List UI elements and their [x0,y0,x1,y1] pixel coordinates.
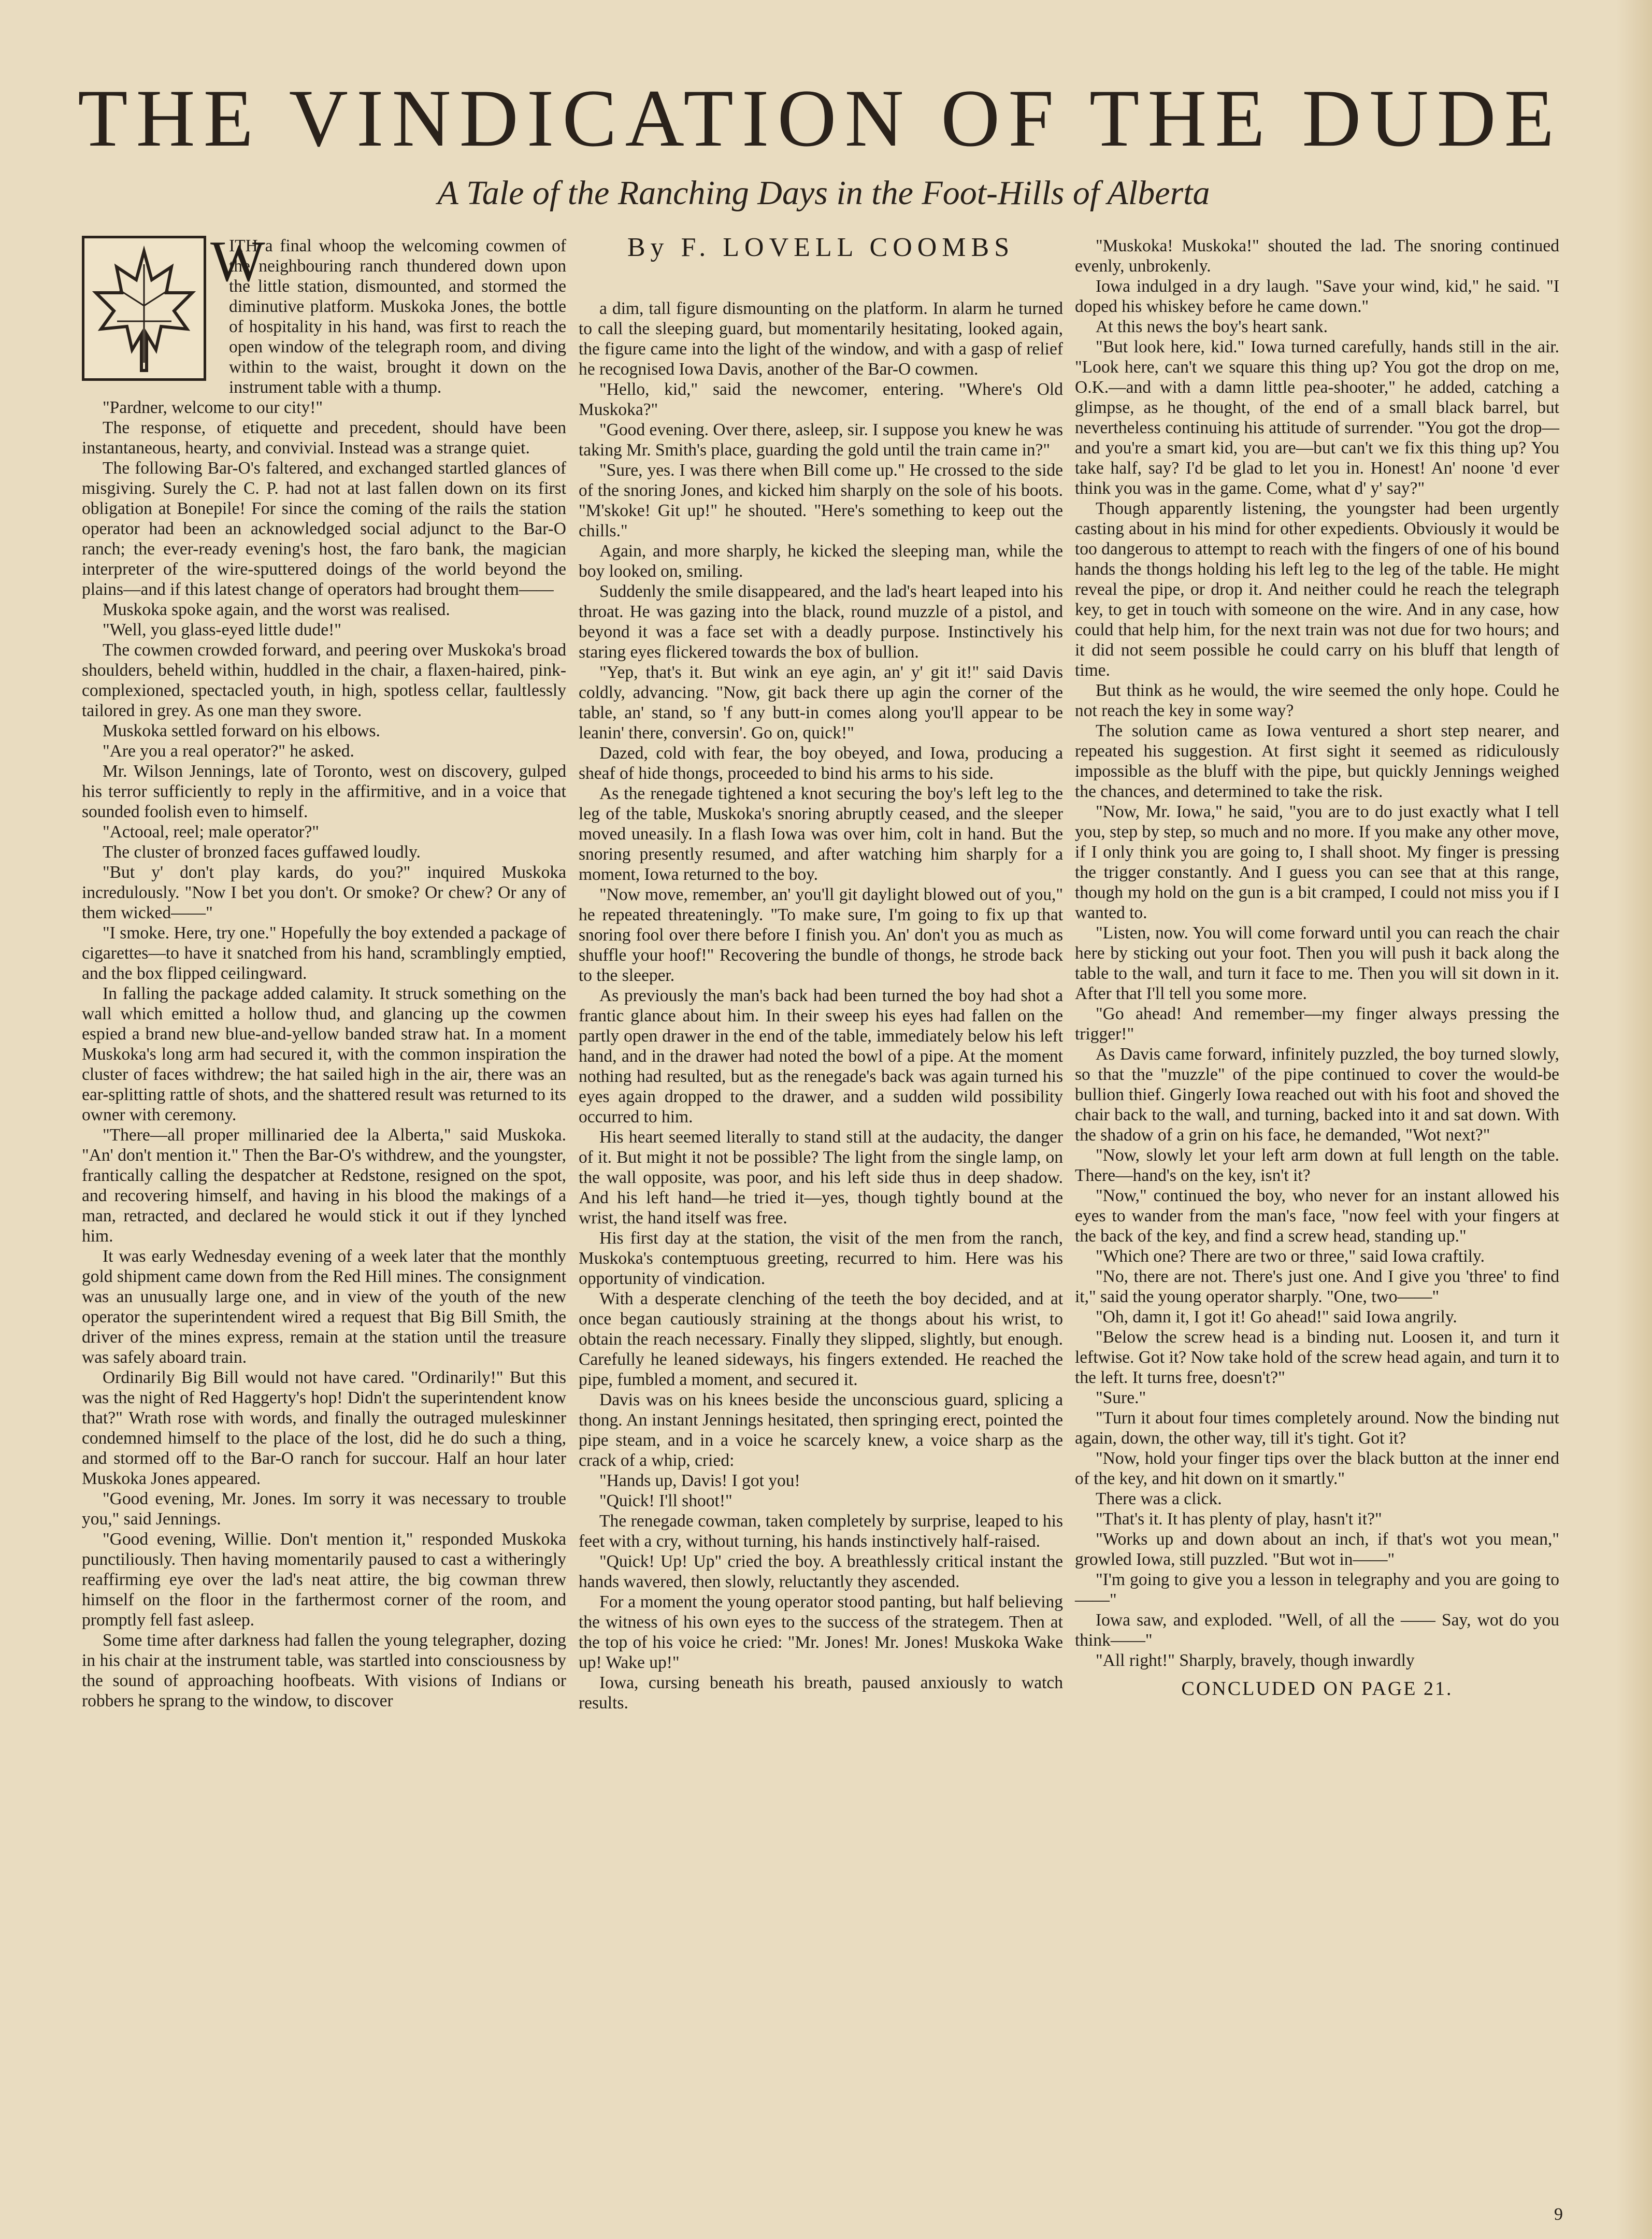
paragraph: In falling the package added calamity. It struck something on the wall which emitted a hollow thud, and glancing up the cowmen espied a brand new blue-and-yellow banded straw hat. In a moment Muskoka's long arm had secured it, with the common inspiration the cluster of faces withdrew; the hat sailed high in the air, there was an ear-splitting rattle of shots, and the shattered result was returned to its owner with ceremony. [82,984,566,1124]
paragraph: But think as he would, the wire seemed the only hope. Could he not reach the key in some way? [1075,681,1559,720]
paragraph: "I'm going to give you a lesson in telegraphy and you are going to——" [1075,1570,1559,1609]
paragraph: Muskoka settled forward on his elbows. [103,721,380,740]
paragraph: Davis was on his knees beside the unconscious guard, splicing a thong. An instant Jennings hesitated, then springing erect, pointed the pipe steam, and in a voice he scarcely knew, a voice sharp as the crack of a whip, cried: [579,1390,1063,1470]
paragraph: The renegade cowman, taken completely by surprise, leaped to his feet with a cry, without turning, his hands instinctively half-raised. [579,1511,1063,1551]
paragraph: Iowa saw, and exploded. "Well, of all the —— Say, wot do you think——" [1075,1610,1559,1650]
paragraph: It was early Wednesday evening of a week later that the monthly gold shipment came down from the Red Hill mines. The consignment was an unusually large one, and in view of the youth of the new operator the superintendent wired a request that Big Bill Smith, the driver of the mines express, remain at the station until the treasure was safely aboard train. [82,1247,566,1367]
byline: By F. LOVELL COOMBS [627,233,1015,262]
paragraph: "But look here, kid." Iowa turned carefully, hands still in the air. "Look here, can't we square this thing up? You got the drop on me, O.K.—and with a damn little pea-shooter," he added, catching a glimpse, as he thought, of the end of a small black barrel, but nevertheless continuing his attitude of surrender. "You got the drop—and you're a smart kid, you are—but can't we fix this thing up? You take half, say? I'd be glad to let you in. Honest! An' noone 'd ever think you was in the game. Come, what d' y' say?" [1075,337,1559,498]
page-edge [1616,0,1652,2239]
paragraph: "Now, slowly let your left arm down at full length on the table. There—hand's on the key, isn't it? [1075,1146,1559,1185]
paragraph: "Are you a real operator?" he asked. [103,741,354,761]
paragraph: "Well, you glass-eyed little dude!" [103,620,341,639]
paragraph: For a moment the young operator stood panting, but half believing the witness of his own eyes to the success of the strategem. Then at the top of his voice he cried: "Mr. Jones! Mr. Jones! Muskoka Wake up! Wake up!" [579,1592,1063,1672]
maple-leaf-ornament [82,236,206,381]
column-1-body [82,397,566,1711]
paragraph: His first day at the station, the visit of the men from the ranch, Muskoka's contemptuous greeting, recurred to him. Here was his opportunity of vindication. [579,1229,1063,1288]
paragraph: ITH a final whoop the welcoming cowmen of the neighbouring ranch thundered down upon the little station, dismounted, and stormed the diminutive platform. Muskoka Jones, the bottle of hospitality in his hand, was first to reach the open window of the telegraph room, and diving within to the waist, brought it down on the instrument table with a thump. [229,236,566,397]
column-3-body [1075,236,1559,1671]
paragraph: "Oh, damn it, I got it! Go ahead!" said Iowa angrily. [1096,1307,1457,1327]
paragraph: "All right!" Sharply, bravely, though inwardly [1096,1651,1415,1670]
paragraph: "That's it. It has plenty of play, hasn't it?" [1096,1509,1382,1529]
paragraph: With a desperate clenching of the teeth the boy decided, and at once began cautiously straining at the thongs about his wrist, to obtain the reach necessary. Finally they slipped, slightly, but enough. Carefully he leaned sideways, his fingers extended. He reached the pipe, fumbled a moment, and secured it. [579,1289,1063,1389]
paragraph: Some time after darkness had fallen the young telegrapher, dozing in his chair at the instrument table, was startled into consciousness by the sound of approaching hoofbeats. With visions of Indians or robbers he sprang to the window, to discover [82,1631,566,1710]
paragraph: As Davis came forward, infinitely puzzled, the boy turned slowly, so that the "muzzle" of the pipe continued to cover the would-be bullion thief. Gingerly Iowa reached out with his foot and shoved the chair back to the wall, and turning, backed into it and sat down. With the shadow of a grin on his face, he demanded, "Wot next?" [1075,1045,1559,1145]
paragraph: "Good evening. Over there, asleep, sir. I suppose you knew he was taking Mr. Smith's place, guarding the gold until the train came in?" [579,420,1063,460]
paragraph: The cowmen crowded forward, and peering over Muskoka's broad shoulders, beheld within, huddled in the chair, a flaxen-haired, pink-complexioned, spectacled youth, in high, spotless cellar, faultlessly tailored in grey. As one man they swore. [82,640,566,720]
maple-leaf-icon [89,244,200,376]
paragraph: Muskoka spoke again, and the worst was realised. [103,600,450,619]
paragraph: "Good evening, Mr. Jones. Im sorry it was necessary to trouble you," said Jennings. [82,1489,566,1529]
article-title: THE VINDICATION OF THE DUDE [78,73,1563,164]
drop-cap-letter: W [210,230,265,294]
paragraph: "I smoke. Here, try one." Hopefully the boy extended a package of cigarettes—to have it snatched from his hand, scramblingly emptied, and the box flipped ceilingward. [82,923,566,983]
paragraph: "Sure, yes. I was there when Bill come up." He crossed to the side of the snoring Jones, and kicked him sharply on the sole of his boots. "M'skoke! Git up!" he shouted. "Here's something to keep out the chills." [579,461,1063,540]
paragraph: "Hello, kid," said the newcomer, entering. "Where's Old Muskoka?" [579,380,1063,419]
paragraph: "Quick! Up! Up" cried the boy. A breathlessly critical instant the hands wavered, then slowly, reluctantly they ascended. [579,1552,1063,1591]
column-2-body [579,298,1063,1713]
paragraph: As previously the man's back had been turned the boy had shot a frantic glance about him. In their sweep his eyes had fallen on the partly open drawer in the end of the table, immediately below his left hand, and in the drawer had noted the bowl of a pipe. At the moment nothing had resulted, but as the renegade's back was again turned his eyes again dropped to the drawer, and a sudden wild possibility occurred to him. [579,986,1063,1126]
paragraph: Ordinarily Big Bill would not have cared. "Ordinarily!" But this was the night of Red Haggerty's hop! Didn't the superintendent know that?" Wrath rose with words, and finally the outraged muleskinner condemned himself to the place of the lost, did he do such a thing, and stormed off to the Bar-O ranch for succour. Half an hour later Muskoka Jones appeared. [82,1368,566,1488]
paragraph: "Good evening, Willie. Don't mention it," responded Muskoka punctiliously. Then having momentarily paused to cast a witheringly reaffirming eye over the lad's neat attire, the big cowman threw himself on the floor in the farthermost corner of the room, and promptly fell fast asleep. [82,1530,566,1630]
paragraph: "Actooal, reel; male operator?" [103,822,319,842]
paragraph: The following Bar-O's faltered, and exchanged startled glances of misgiving. Surely the C. P. had not at last fallen down on its first obligation at Bonepile! For since the coming of the rails the station operator had been an acknowledged social adjunct to the Bar-O ranch; the ever-ready evening's host, the faro bank, the magician interpreter of the wire-sputtered doings of the world beyond the plains—and if this latest change of operators had brought them—— [82,459,566,599]
paragraph: "Which one? There are two or three," said Iowa craftily. [1096,1247,1485,1266]
column-2 [579,233,1063,1713]
column-1 [82,230,566,1711]
paragraph: "Muskoka! Muskoka!" shouted the lad. The snoring continued evenly, unbrokenly. [1075,236,1559,276]
paragraph: "Pardner, welcome to our city!" [103,398,323,417]
paragraph: "Turn it about four times completely around. Now the binding nut again, down, the other way, till it's tight. Got it? [1075,1408,1559,1448]
paragraph: "Listen, now. You will come forward until you can reach the chair here by sticking out your foot. Then you will push it back along the table to the wall, and turn it face to me. Then you will sit down in it. After that I'll tell you some more. [1075,923,1559,1003]
paragraph: a dim, tall figure dismounting on the platform. In alarm he turned to call the sleeping guard, but momentarily hesitating, looked again, the figure came into the light of the window, and with a gasp of relief he recognised Iowa Davis, another of the Bar-O cowmen. [579,299,1063,379]
paragraph: At this news the boy's heart sank. [1096,317,1328,336]
paragraph: Suddenly the smile disappeared, and the lad's heart leaped into his throat. He was gazing into the black, round muzzle of a pistol, and beyond it was a face set with a deadly purpose. Instinctively his staring eyes flickered towards the box of bullion. [579,582,1063,662]
article-subtitle: A Tale of the Ranching Days in the Foot-Hills of Alberta [437,174,1210,212]
paragraph: Dazed, cold with fear, the boy obeyed, and Iowa, producing a sheaf of hide thongs, proceeded to bind his arms to his side. [579,744,1063,783]
paragraph: "Below the screw head is a binding nut. Loosen it, and turn it leftwise. Got it? Now take hold of the screw head again, and turn it to the left. It turns free, doesn't?" [1075,1328,1559,1387]
paragraph: "Now," continued the boy, who never for an instant allowed his eyes to wander from the man's face, "now feel with your fingers at the back of the key, and find a screw head, standing up." [1075,1186,1559,1246]
drop-cap [82,230,265,386]
paragraph: "Now, Mr. Iowa," he said, "you are to do just exactly what I tell you, step by step, so much and no more. If you make any other move, if I only think you are going to, I shall shoot. My finger is pressing the trigger constantly. And I guess you can see that at this range, though my hold on the gun is a bit cramped, I could not miss you if I wanted to. [1075,802,1559,922]
paragraph: Iowa indulged in a dry laugh. "Save your wind, kid," he said. "I doped his whiskey before he came down." [1075,277,1559,316]
paragraph: Again, and more sharply, he kicked the sleeping man, while the boy looked on, smiling. [579,541,1063,581]
paragraph: "But y' don't play kards, do you?" inquired Muskoka incredulously. "Now I bet you don't. Or smoke? Or chew? Or any of them wicked——" [82,863,566,922]
paragraph: There was a click. [1096,1489,1222,1508]
paragraph: "No, there are not. There's just one. And I give you 'three' to find it," said the young operator sharply. "One, two——" [1075,1267,1559,1306]
page-number: 9 [1554,2205,1563,2224]
paragraph: "Hands up, Davis! I got you! [599,1471,800,1490]
column-3 [1075,236,1559,1699]
paragraph: The response, of etiquette and precedent, should have been instantaneous, hearty, and convivial. Instead was a strange quiet. [82,418,566,458]
paragraph: "Works up and down about an inch, if that's wot you mean," growled Iowa, still puzzled. "But wot in——" [1075,1530,1559,1569]
paragraph: "Quick! I'll shoot!" [599,1491,732,1510]
paragraph: "There—all proper millinaried dee la Alberta," said Muskoka. "An' don't mention it." Then the Bar-O's withdrew, and the youngster, frantically calling the despatcher at Redstone, resigned on the spot, and recovering himself, and having in his blood the makings of a man, retracted, and declared he would stick it out if they lynched him. [82,1125,566,1246]
paragraph: "Go ahead! And remember—my finger always pressing the trigger!" [1075,1004,1559,1044]
paragraph: The cluster of bronzed faces guffawed loudly. [103,843,421,862]
continued-notice: CONCLUDED ON PAGE 21. [1181,1678,1453,1700]
paragraph: "Sure." [1096,1388,1146,1407]
paragraph: Mr. Wilson Jennings, late of Toronto, west on discovery, gulped his terror sufficiently to reply in the affirmitive, and in a voice that sounded foolish even to himself. [82,762,566,821]
paragraph: "Now move, remember, an' you'll git daylight blowed out of you," he repeated threateningly. "To make sure, I'm going to fix up that snoring fool over there before I finish you. An' don't you as much as shuffle your hoof!" Recovering the bundle of thongs, he strode back to the sleeper. [579,885,1063,985]
paragraph: As the renegade tightened a knot securing the boy's left leg to the leg of the table, Muskoka's snoring abruptly ceased, and the sleeper moved uneasily. In a flash Iowa was over him, colt in hand. But the snoring presently resumed, and after watching him sharply for a moment, Iowa returned to the boy. [579,784,1063,884]
paragraph: "Now, hold your finger tips over the black button at the inner end of the key, and hit down on it smartly." [1075,1449,1559,1488]
paragraph: Iowa, cursing beneath his breath, paused anxiously to watch results. [579,1673,1063,1713]
paragraph: "Yep, that's it. But wink an eye agin, an' y' git it!" said Davis coldly, advancing. "Now, git back there up agin the corner of the table, an' stand, so 'f any butt-in comes along you'll appear to be leanin' there, conversin'. Go on, quick!" [579,663,1063,743]
paragraph: His heart seemed literally to stand still at the audacity, the danger of it. But might it not be possible? The light from the single lamp, on the wall opposite, was poor, and his left side thus in deep shadow. And his left hand—he tried it—yes, though tightly bound at the wrist, the hand itself was free. [579,1128,1063,1228]
paragraph: The solution came as Iowa ventured a short step nearer, and repeated his suggestion. At first sight it seemed as ridiculously impossible as the bluff with the pipe, but quickly Jennings weighed the chances, and determined to take the risk. [1075,721,1559,801]
paragraph: Though apparently listening, the youngster had been urgently casting about in his mind for other expedients. Obviously it would be too dangerous to attempt to reach with the fingers of one of his bound hands the thongs holding his left leg to the leg of the table. He might reveal the pipe, or drop it. And neither could he reach the telegraph key, to get in touch with someone on the wire. And in any case, how could that help him, for the next train was not due for two hours; and it did not seem possible he could carry on his bluff that length of time. [1075,499,1559,680]
